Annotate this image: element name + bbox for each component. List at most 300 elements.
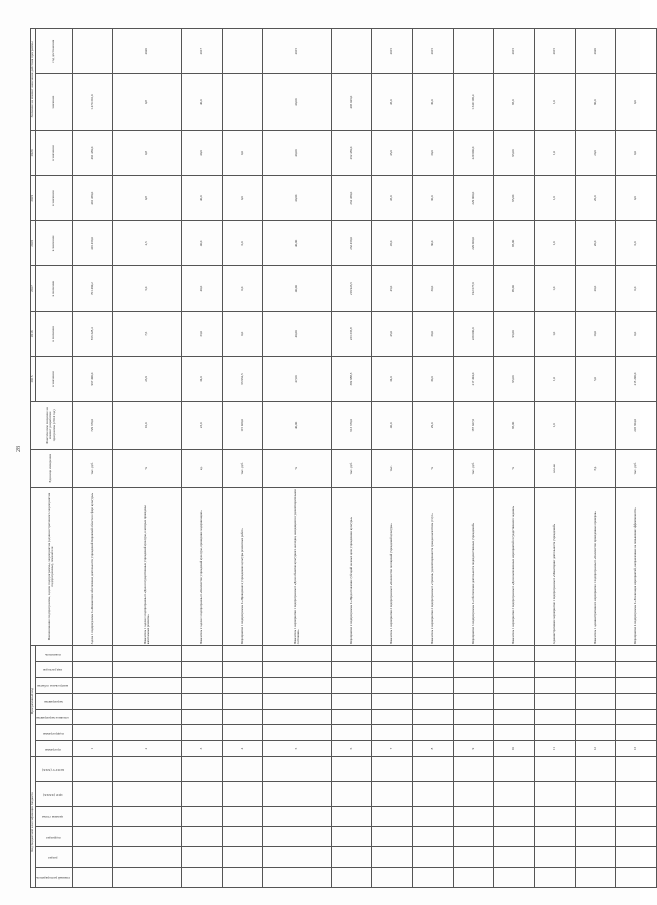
row-base-value: 29,0 — [413, 402, 454, 449]
row-final-year: 2015 — [372, 29, 413, 74]
code-cell — [72, 781, 113, 806]
row-description: Мероприятие 1 подпрограммы 6 «Проведение в учреждениях культуры ремонтных работ» — [222, 487, 263, 645]
value-label: в значении — [35, 130, 72, 175]
row-final-year — [222, 29, 263, 74]
row-year-value: 34,0 — [181, 356, 222, 401]
code-cell — [331, 847, 372, 867]
code-cell — [453, 827, 494, 847]
code-cell — [181, 781, 222, 806]
col-header: целевая статья — [42, 815, 64, 820]
row-year-value: 217 494,0 — [453, 356, 494, 401]
table-row — [113, 29, 182, 888]
code-cell — [494, 756, 535, 781]
row-year-value: 0,0 — [616, 176, 657, 221]
code-cell — [534, 709, 575, 725]
code-cell — [453, 646, 494, 662]
code-cell: 13 — [616, 741, 657, 757]
year-header-2016: 2016 — [31, 311, 36, 356]
row-year-value: 219 923,5 — [331, 266, 372, 311]
code-cell — [413, 693, 454, 709]
code-cell — [494, 646, 535, 662]
row-base-value: 245 364,0 — [616, 402, 657, 449]
row-year-value: 95,00 — [494, 266, 535, 311]
code-cell — [331, 756, 372, 781]
code-cell: 12 — [575, 741, 616, 757]
code-cell — [331, 806, 372, 826]
code-cell — [331, 646, 372, 662]
code-cell — [534, 847, 575, 867]
code-cell — [494, 677, 535, 693]
row-final-year — [331, 29, 372, 74]
row-year-value: 5,0 — [113, 266, 182, 311]
final-group-header: Значение на момент окончания действия программы — [31, 29, 36, 131]
row-year-value: 262 459,0 — [331, 130, 372, 175]
row-year-value: 30,0 — [413, 176, 454, 221]
code-group-header: Код бюджетной классификации бюджета — [31, 756, 36, 887]
code-cell — [331, 693, 372, 709]
code-cell — [616, 781, 657, 806]
code-cell — [331, 677, 372, 693]
row-year-value: 0,0 — [616, 266, 657, 311]
code-cell — [222, 693, 263, 709]
row-base-value: 40,00 — [263, 402, 332, 449]
row-year-value: 229 000,0 — [453, 176, 494, 221]
row-final-value: 40,0 — [181, 74, 222, 131]
code-cell — [72, 725, 113, 741]
code-cell — [331, 827, 372, 847]
table-viewport — [30, 28, 638, 888]
code-cell — [181, 646, 222, 662]
code-cell — [534, 781, 575, 806]
code-cell — [72, 646, 113, 662]
row-base-value: 40,0 — [372, 402, 413, 449]
row-year-value: 40,0 — [181, 176, 222, 221]
code-cell — [222, 662, 263, 678]
code-cell: 11 — [534, 741, 575, 757]
row-unit: тыс. — [372, 449, 413, 487]
table-row — [616, 29, 657, 888]
code-cell — [72, 847, 113, 867]
code-cell — [113, 646, 182, 662]
row-unit: тыс. руб. — [72, 449, 113, 487]
code-cell — [181, 725, 222, 741]
row-final-value: 1,0 — [534, 74, 575, 131]
code-cell: 3 — [181, 741, 222, 757]
prog-col-header: контрольное событие — [37, 684, 69, 689]
code-cell: 1 — [72, 741, 113, 757]
code-cell — [534, 756, 575, 781]
row-year-value: 30,0 — [413, 266, 454, 311]
row-year-value: 66 962,5 — [222, 356, 263, 401]
col-header: раздел — [48, 855, 58, 860]
code-cell — [113, 677, 182, 693]
row-year-value: 34,0 — [372, 356, 413, 401]
code-cell — [113, 867, 182, 887]
code-cell — [453, 847, 494, 867]
row-unit: тыс. руб. — [616, 449, 657, 487]
code-cell: 5 — [263, 741, 332, 757]
row-year-value: 0,0 — [222, 176, 263, 221]
row-description: Показатель 1 мероприятия 1 подпрограммы 6 «Доля объектов культурного наследия, находящихся в удовлетворительном состоянии» — [263, 487, 332, 645]
row-final-year: 2015 — [263, 29, 332, 74]
code-cell — [534, 662, 575, 678]
row-description: Показатель 1 административного мероприятия 1 подпрограммы 6 «Количество проведенных проверок» — [575, 487, 616, 645]
row-final-value: 1 349 196,4 — [453, 74, 494, 131]
code-cell — [616, 806, 657, 826]
code-cell — [413, 847, 454, 867]
code-cell — [534, 867, 575, 887]
code-cell — [263, 677, 332, 693]
code-cell — [372, 806, 413, 826]
code-cell — [616, 677, 657, 693]
code-cell — [113, 662, 182, 678]
row-year-value: 7,6 — [113, 311, 182, 356]
prog-col-header: подпрограмма — [42, 731, 64, 736]
row-year-value: 40,00 — [263, 266, 332, 311]
row-final-value: 405 026,0 — [331, 74, 372, 131]
row-year-value: 20,0 — [575, 130, 616, 175]
code-cell — [616, 693, 657, 709]
row-year-value: 262 459,0 — [331, 176, 372, 221]
row-year-value: 0,0 — [616, 221, 657, 266]
row-final-value: 45,0 — [372, 74, 413, 131]
code-cell — [113, 693, 182, 709]
code-cell — [494, 847, 535, 867]
table-row — [575, 29, 616, 888]
code-cell — [575, 725, 616, 741]
code-cell: 8 — [413, 741, 454, 757]
col-header: главный распорядитель — [35, 876, 70, 881]
row-year-value: 382 988,5 — [331, 356, 372, 401]
row-year-value: 45,0 — [372, 266, 413, 311]
code-cell — [616, 662, 657, 678]
code-cell — [331, 781, 372, 806]
row-year-value: 40,0 — [181, 221, 222, 266]
code-cell — [575, 867, 616, 887]
row-final-year: 2020 — [575, 29, 616, 74]
code-cell — [575, 847, 616, 867]
code-cell — [534, 725, 575, 741]
row-base-value — [575, 402, 616, 449]
row-year-value: 1,0 — [534, 176, 575, 221]
col-header: подраздел — [45, 835, 61, 840]
code-cell: 2 — [113, 741, 182, 757]
code-cell — [453, 867, 494, 887]
code-cell — [413, 806, 454, 826]
code-cell — [575, 693, 616, 709]
table-row — [413, 29, 454, 888]
code-cell — [113, 756, 182, 781]
row-year-value: 40,0 — [181, 130, 222, 175]
row-year-value: 491 459,0 — [72, 221, 113, 266]
row-year-value: 1,0 — [534, 130, 575, 175]
code-cell — [372, 646, 413, 662]
value-label: в значении — [35, 221, 72, 266]
code-cell — [616, 756, 657, 781]
code-cell — [534, 827, 575, 847]
year-header-2018: 2018 — [31, 221, 36, 266]
code-cell — [72, 756, 113, 781]
row-year-value: 0,8 — [113, 176, 182, 221]
code-cell — [534, 693, 575, 709]
row-year-value: 491 459,0 — [72, 176, 113, 221]
code-cell — [413, 867, 454, 887]
row-base-value: 95,00 — [494, 402, 535, 449]
code-cell — [413, 756, 454, 781]
row-year-value: 95,00 — [494, 176, 535, 221]
row-unit: тыс. руб. — [453, 449, 494, 487]
code-cell — [263, 781, 332, 806]
row-year-value: 40,00 — [263, 221, 332, 266]
code-cell — [494, 693, 535, 709]
table-row — [263, 29, 332, 888]
prog-col-header: основное мероприятие — [36, 715, 70, 720]
code-cell — [222, 847, 263, 867]
code-cell — [413, 827, 454, 847]
row-description: Показатель 1 мероприятия 2 подпрограммы 6 «Количество посещений учреждений культуры» — [372, 487, 413, 645]
row-final-year: 2015 — [494, 29, 535, 74]
code-cell — [575, 756, 616, 781]
table-row — [181, 29, 222, 888]
row-year-value: 45,0 — [372, 130, 413, 175]
final-value-header: значение — [35, 74, 72, 131]
code-cell — [181, 867, 222, 887]
code-cell — [222, 756, 263, 781]
code-cell — [331, 662, 372, 678]
code-cell — [453, 693, 494, 709]
code-cell — [72, 677, 113, 693]
row-year-value: 0,8 — [113, 130, 182, 175]
code-cell — [372, 693, 413, 709]
code-cell — [616, 827, 657, 847]
year-header-2017: 2017 — [31, 266, 36, 311]
row-final-value: 0,0 — [616, 74, 657, 131]
prog-col-header: вид расходов — [43, 668, 63, 673]
code-cell — [372, 677, 413, 693]
value-label: в значении — [35, 266, 72, 311]
row-year-value: 0,0 — [616, 311, 657, 356]
code-cell — [222, 806, 263, 826]
row-description: Показатель 2 мероприятия 2 подпрограммы 6 «Уровень удовлетворенности граждан качеством услуг» — [413, 487, 454, 645]
row-year-value: 47,00 — [263, 356, 332, 401]
code-cell — [263, 867, 332, 887]
code-cell — [453, 677, 494, 693]
code-cell — [263, 827, 332, 847]
code-cell — [331, 867, 372, 887]
unit-header: Единица измерения — [31, 449, 73, 487]
row-unit: Ед. — [575, 449, 616, 487]
row-year-value: 30,0 — [413, 356, 454, 401]
code-cell — [453, 725, 494, 741]
code-cell — [72, 709, 113, 725]
code-cell: 7 — [372, 741, 413, 757]
code-cell — [372, 725, 413, 741]
table-body — [72, 29, 656, 888]
row-description: Мероприятие 4 подпрограммы 6 «Реализация мероприятий, направленных на повышение эффективности» — [616, 487, 657, 645]
row-year-value: 262 459,0 — [331, 221, 372, 266]
code-cell — [494, 709, 535, 725]
code-cell — [372, 709, 413, 725]
row-final-value: 30,0 — [413, 74, 454, 131]
row-final-year — [616, 29, 657, 74]
code-cell: 6 — [331, 741, 372, 757]
code-cell — [494, 806, 535, 826]
row-base-value: 115 920,0 — [222, 402, 263, 449]
code-cell — [413, 646, 454, 662]
row-year-value: 45,0 — [372, 311, 413, 356]
code-cell: 10 — [494, 741, 535, 757]
code-cell — [413, 709, 454, 725]
row-year-value: 229 000,0 — [453, 311, 494, 356]
code-cell — [222, 781, 263, 806]
row-base-value: 613 370,0 — [331, 402, 372, 449]
row-year-value: 45,0 — [372, 221, 413, 266]
code-cell — [181, 847, 222, 867]
row-year-value: 491 459,0 — [72, 130, 113, 175]
prog-col-header: мероприятие — [43, 700, 63, 705]
row-final-value: 90,0 — [575, 74, 616, 131]
code-cell — [575, 806, 616, 826]
row-year-value: 20,0 — [575, 266, 616, 311]
row-year-value: 229 000,0 — [453, 130, 494, 175]
code-cell — [181, 662, 222, 678]
row-year-value: 816 328,4 — [72, 311, 113, 356]
row-final-year: 2017 — [181, 29, 222, 74]
year-header-2015: 2015 — [31, 356, 36, 401]
row-year-value: 95,00 — [494, 356, 535, 401]
row-year-value: 967 490,0 — [72, 356, 113, 401]
code-cell — [263, 806, 332, 826]
row-final-year: 2015 — [534, 29, 575, 74]
code-cell — [372, 847, 413, 867]
row-year-value: 40,00 — [263, 311, 332, 356]
plan-table — [30, 28, 657, 888]
row-final-year: 2020 — [113, 29, 182, 74]
row-year-value: 215 290,0 — [616, 356, 657, 401]
row-year-value: 1,0 — [534, 311, 575, 356]
code-cell — [72, 827, 113, 847]
year-header-2020: 2020 — [31, 130, 36, 175]
row-final-year: 2015 — [413, 29, 454, 74]
code-cell — [453, 709, 494, 725]
table-row — [222, 29, 263, 888]
code-cell — [372, 827, 413, 847]
row-year-value: 95,00 — [494, 221, 535, 266]
row-final-value — [222, 74, 263, 131]
row-base-value: 187 027,0 — [453, 402, 494, 449]
code-cell — [113, 806, 182, 826]
code-cell — [494, 725, 535, 741]
code-cell — [181, 677, 222, 693]
row-year-value: 30,0 — [413, 130, 454, 175]
row-year-value: 30,0 — [413, 311, 454, 356]
row-description: Административное мероприятие 1 подпрограммы 6 «Мониторинг деятельности учреждений» — [534, 487, 575, 645]
row-year-value: 1,0 — [534, 221, 575, 266]
code-cell: 4 — [222, 741, 263, 757]
base-value-header: Фактическое значение на момент разработки программы (2014 год) — [31, 402, 73, 449]
row-year-value: 0,0 — [222, 266, 263, 311]
table-row — [372, 29, 413, 888]
code-cell — [575, 709, 616, 725]
prog-col-header: показатель — [45, 652, 61, 657]
row-year-value: 95,00 — [494, 311, 535, 356]
code-cell — [181, 827, 222, 847]
row-base-value: 10,0 — [113, 402, 182, 449]
row-year-value: 5,0 — [575, 356, 616, 401]
row-year-value: 95,00 — [494, 130, 535, 175]
code-cell — [616, 646, 657, 662]
row-unit: % — [413, 449, 454, 487]
year-header-2019: 2019 — [31, 176, 36, 221]
row-year-value: 10,0 — [575, 311, 616, 356]
rotated-table-container — [30, 28, 638, 888]
code-cell — [222, 677, 263, 693]
code-cell — [494, 662, 535, 678]
code-cell — [331, 709, 372, 725]
value-label: в значении — [35, 311, 72, 356]
code-cell — [113, 781, 182, 806]
code-cell — [494, 781, 535, 806]
row-description: Мероприятие 3 подпрограммы 6 «Обеспечение деятельности подведомственных учреждений» — [453, 487, 494, 645]
final-year-header: год достижения — [35, 29, 72, 74]
prog-col-header: программа — [45, 747, 61, 752]
code-cell — [575, 662, 616, 678]
code-cell — [413, 725, 454, 741]
row-year-value: 30,0 — [413, 221, 454, 266]
code-cell — [453, 756, 494, 781]
code-cell — [113, 827, 182, 847]
row-base-value: 1,0 — [534, 402, 575, 449]
table-row — [331, 29, 372, 888]
code-cell — [72, 662, 113, 678]
code-cell — [453, 806, 494, 826]
row-year-value: 20,0 — [575, 221, 616, 266]
row-unit: тыс. руб. — [222, 449, 263, 487]
code-cell — [222, 867, 263, 887]
table-row — [72, 29, 113, 888]
code-cell — [222, 709, 263, 725]
code-cell: 9 — [453, 741, 494, 757]
table-row — [494, 29, 535, 888]
row-final-year — [72, 29, 113, 74]
value-label: в значении — [35, 176, 72, 221]
row-final-value: 0,8 — [113, 74, 182, 131]
code-cell — [453, 662, 494, 678]
row-final-value: 95,0 — [494, 74, 535, 131]
row-year-value: 229 000,0 — [453, 221, 494, 266]
code-cell — [575, 677, 616, 693]
table-row — [453, 29, 494, 888]
row-unit: % — [113, 449, 182, 487]
row-year-value: 2,5 — [113, 221, 182, 266]
col-header: ЦСР (ХХХХ) — [43, 792, 63, 797]
code-cell — [181, 806, 222, 826]
code-cell — [494, 867, 535, 887]
row-unit: кол-во — [534, 449, 575, 487]
code-cell — [331, 725, 372, 741]
row-year-value: 23,9 — [113, 356, 182, 401]
code-cell — [72, 867, 113, 887]
row-description: Показатель 1 мероприятия 3 подпрограммы 6 «Доля выполненных мероприятий государственного задания» — [494, 487, 535, 645]
code-cell — [263, 847, 332, 867]
code-cell — [263, 756, 332, 781]
code-cell — [181, 693, 222, 709]
code-cell — [413, 662, 454, 678]
row-year-value: 0,0 — [616, 130, 657, 175]
code-cell — [113, 725, 182, 741]
code-cell — [534, 806, 575, 826]
row-year-value: 40,00 — [263, 176, 332, 221]
